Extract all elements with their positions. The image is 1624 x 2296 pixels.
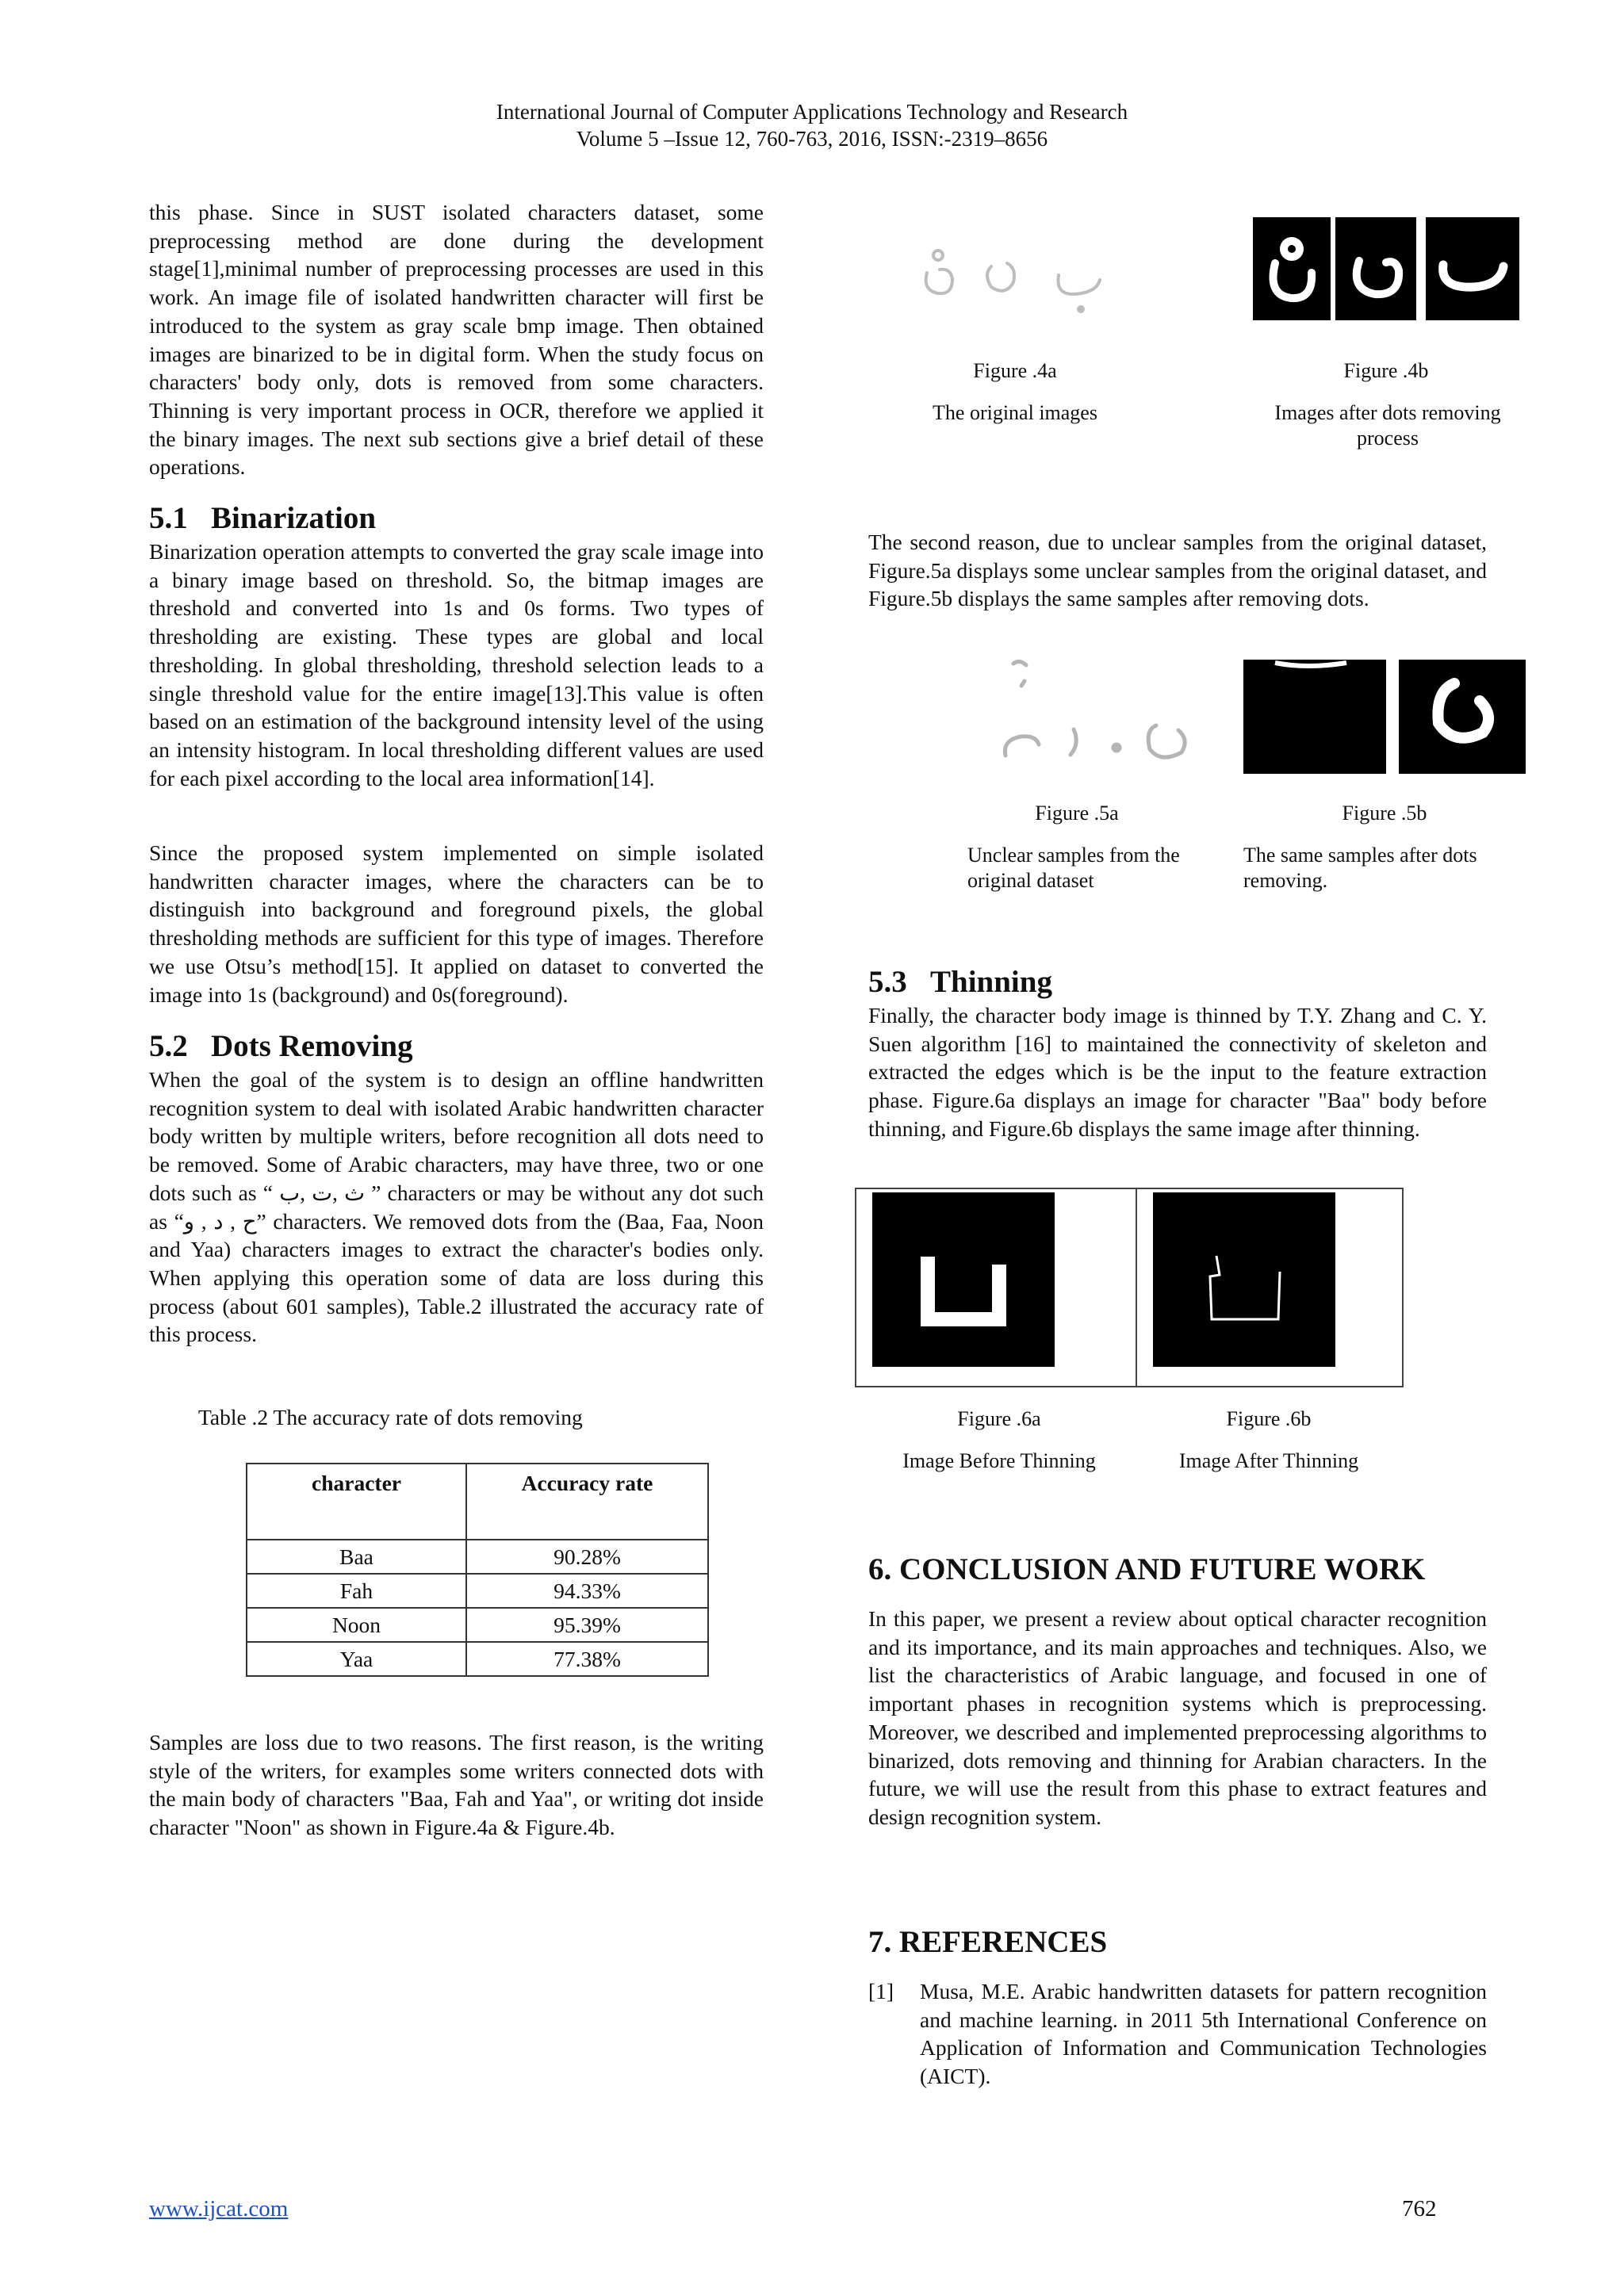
- intro-paragraph: this phase. Since in SUST isolated characters dataset, some preprocessing method are done during the development stage[1],minimal number of preprocessing processes are used in this work. An image file of isolated handwritten character will first be introduced to the system as gray scale bmp image. Then obtained images are binarized to be in digital form. When the study focus on characters' body only, dots is removed from some characters. Thinning is very important process in OCR, therefore we applied it the binary images. The next sub sections give a brief detail of these operations.: [149, 200, 764, 480]
- section-5-3-heading: [868, 965, 1487, 1000]
- figure-4b-image-2: [1335, 217, 1416, 320]
- figure-5b-image-1: [1243, 660, 1386, 774]
- section-number: 5.1: [149, 501, 188, 535]
- figure-5b-image-2: [1399, 660, 1526, 774]
- table-cell: Noon: [247, 1608, 466, 1642]
- figure-6b-image: [1153, 1192, 1335, 1367]
- table-cell: 90.28%: [466, 1540, 708, 1574]
- figure-6b-caption: Image After Thinning: [1178, 1449, 1359, 1472]
- table-row: [247, 1608, 708, 1642]
- binarization-paragraph-1: Binarization operation attempts to converted the gray scale image into a binary image based on threshold. So, the bitmap images are threshold and converted into 1s and 0s forms. Two types of thresholding are existing. These types are global and local thresholding. In global thresholding, threshold selection leads to a single threshold value for the entire image[13].This value is often based on an estimation of the background intensity level of the using an intensity histogram. In local thresholding different values are used for each pixel according to the local area information[14].: [149, 539, 764, 790]
- table-row: [247, 1642, 708, 1676]
- table-header-cell: Accuracy rate: [466, 1464, 708, 1540]
- table-header-cell: character: [247, 1464, 466, 1540]
- table-row: [247, 1574, 708, 1608]
- journal-header: [0, 98, 1624, 152]
- figure-4a-image: [908, 232, 1122, 323]
- figure-6a-image: [872, 1192, 1055, 1367]
- table-cell: 95.39%: [466, 1608, 708, 1642]
- figure-4b-image-3: [1426, 217, 1519, 320]
- table-cell: 77.38%: [466, 1642, 708, 1676]
- section-5-2-heading: [149, 1029, 764, 1064]
- figure-5a-label: Figure .5a: [1035, 802, 1119, 825]
- figure-6-frame: [855, 1188, 1404, 1387]
- section-6-heading: 6. CONCLUSION AND FUTURE WORK: [868, 1552, 1426, 1586]
- section-5-1-heading: [149, 501, 764, 536]
- section-title: Thinning: [930, 965, 1052, 999]
- accuracy-table: [246, 1463, 709, 1677]
- figure-5b-label: Figure .5b: [1342, 802, 1427, 825]
- second-reason-paragraph: The second reason, due to unclear samples from the original dataset, Figure.5a displays some unclear samples from the original dataset, and Figure.5b displays the same samples after removing dots.: [868, 530, 1487, 611]
- figure-5a-image: [998, 654, 1202, 773]
- section-7-heading: 7. REFERENCES: [868, 1925, 1108, 1959]
- journal-website-link[interactable]: www.ijcat.com: [149, 2196, 289, 2221]
- conclusion-paragraph: In this paper, we present a review about optical character recognition and its importance, and its main approaches and techniques. Also, we list the characteristics of Arabic language, and focused in one of important phases in recognition systems which is preprocessing. Moreover, we described and implemented preprocessing algorithms to binarized, dots removing and thinning for Arabian characters. In the future, we will use the result from this phase to extract features and design recognition system.: [868, 1606, 1487, 1829]
- dots-removing-paragraph: When the goal of the system is to design an offline handwritten recognition system to deal with isolated Arabic handwritten character body written by multiple writers, before recognition all dots need to be removed. Some of Arabic characters, may have three, two or one dots such as “ ث ,ت ,ب ” characters or may be without any dot such as “ح , د , و” characters. We removed dots from the (Baa, Faa, Noon and Yaa) characters images to extract the character's bodies only. When applying this operation some of data are loss during this process (about 601 samples), Table.2 illustrated the accuracy rate of this process.: [149, 1067, 764, 1347]
- figure-4a-caption: The original images: [933, 401, 1097, 424]
- figure-4b-caption: Images after dots removing process: [1274, 401, 1501, 450]
- figure-6a-caption: Image Before Thinning: [902, 1449, 1096, 1472]
- table-cell: Yaa: [247, 1642, 466, 1676]
- figure-5a-caption: Unclear samples from the original dataset: [967, 844, 1180, 892]
- binarization-paragraph-2: Since the proposed system implemented on simple isolated handwritten character images, where the characters can be to distinguish into background and foreground pixels, the global thresholding methods are sufficient for this type of images. Therefore we use Otsu’s method[15]. It applied on dataset to converted the image into 1s (background) and 0s(foreground).: [149, 840, 764, 1007]
- section-number: 5.3: [868, 965, 907, 999]
- figure-4b-label: Figure .4b: [1343, 359, 1429, 382]
- section-number: 5.2: [149, 1029, 188, 1063]
- table-cell: Fah: [247, 1574, 466, 1608]
- figure-6b-label: Figure .6b: [1226, 1407, 1312, 1430]
- reference-number: [1]: [868, 1979, 894, 2003]
- page-number: 762: [1402, 2196, 1437, 2221]
- figure-4b-image-1: [1253, 217, 1331, 320]
- table-header-row: [247, 1464, 708, 1540]
- figure-5b-caption: The same samples after dots removing.: [1243, 844, 1477, 892]
- section-title: Binarization: [211, 501, 377, 535]
- samples-loss-paragraph: Samples are loss due to two reasons. The first reason, is the writing style of the writers, for examples some writers connected dots with the main body of characters "Baa, Fah and Yaa", or writing dot inside character "Noon" as shown in Figure.4a & Figure.4b.: [149, 1730, 764, 1840]
- table-cell: 94.33%: [466, 1574, 708, 1608]
- figure-6-divider: [1136, 1189, 1137, 1386]
- journal-volume: Volume 5 –Issue 12, 760-763, 2016, ISSN:-2319–8656: [576, 127, 1048, 151]
- figure-6a-label: Figure .6a: [957, 1407, 1041, 1430]
- figure-4a-label: Figure .4a: [973, 359, 1057, 382]
- section-title: Dots Removing: [211, 1029, 413, 1063]
- thinning-paragraph: Finally, the character body image is thinned by T.Y. Zhang and C. Y. Suen algorithm [16] to maintained the connectivity of skeleton and extracted the edges which is be the input to the feature extraction phase. Figure.6a displays an image for character "Baa" body before thinning, and Figure.6b displays the same image after thinning.: [868, 1003, 1487, 1141]
- reference-1: Musa, M.E. Arabic handwritten datasets for pattern recognition and machine learning. in 2011 5th International Conference on Application of Information and Communication Technologies (AICT).: [920, 1979, 1487, 2089]
- table-caption: Table .2 The accuracy rate of dots removing: [198, 1405, 583, 1429]
- table-cell: Baa: [247, 1540, 466, 1574]
- journal-title: International Journal of Computer Applications Technology and Research: [496, 100, 1128, 124]
- table-row: [247, 1540, 708, 1574]
